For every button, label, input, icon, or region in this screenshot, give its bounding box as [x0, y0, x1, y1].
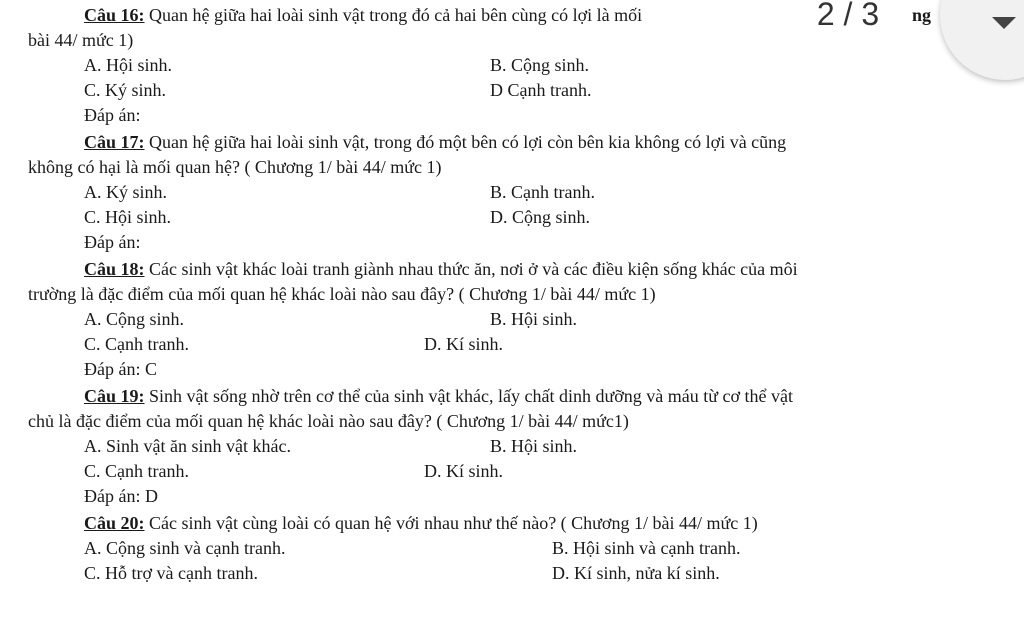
question-20-option-b: B. Hội sinh và cạnh tranh. [552, 538, 741, 558]
question-19-line-1 [84, 385, 793, 407]
question-16-option-c: C. Ký sinh. [84, 80, 167, 100]
question-19-line-2: chủ là đặc điểm của mối quan hệ khác loài nào sau đây? ( Chương 1/ bài 44/ mức1) [28, 411, 629, 431]
question-16-option-a: A. Hội sinh. [84, 55, 173, 75]
question-17-answer: Đáp án: [84, 232, 141, 252]
question-16-option-d: D Cạnh tranh. [490, 80, 592, 100]
question-18-option-c: C. Cạnh tranh. [84, 334, 189, 354]
question-19-text: Sinh vật sống nhờ trên cơ thể của sinh vật khác, lấy chất dinh dưỡng và máu từ cơ thể vật [149, 386, 793, 406]
question-16-line-2: bài 44/ mức 1) [28, 30, 134, 50]
question-20-option-a: A. Cộng sinh và cạnh tranh. [84, 538, 286, 558]
question-18-option-b: B. Hội sinh. [490, 309, 578, 329]
question-16-answer: Đáp án: [84, 105, 141, 125]
question-16-option-b: B. Cộng sinh. [490, 55, 590, 75]
question-18-option-d: D. Kí sinh. [424, 334, 504, 354]
page-indicator: 2 / 3 [788, 0, 908, 36]
question-20-label: Câu 20: [84, 513, 145, 533]
question-19-option-b: B. Hội sinh. [490, 436, 578, 456]
chevron-down-icon[interactable] [992, 17, 1016, 29]
question-16-label: Câu 16: [84, 5, 145, 25]
question-18-line-1 [84, 258, 798, 280]
question-19-option-a: A. Sinh vật ăn sinh vật khác. [84, 436, 291, 456]
question-17-text: Quan hệ giữa hai loài sinh vật, trong đó một bên có lợi còn bên kia không có lợi và cũng [149, 132, 787, 152]
question-18-text: Các sinh vật khác loài tranh giành nhau thức ăn, nơi ở và các điều kiện sống khác của môi [149, 259, 798, 279]
question-17-option-d: D. Cộng sinh. [490, 207, 591, 227]
question-18-label: Câu 18: [84, 259, 145, 279]
question-19-answer: Đáp án: D [84, 486, 158, 506]
question-19-label: Câu 19: [84, 386, 145, 406]
question-17-line-1 [84, 131, 786, 153]
question-19-option-d: D. Kí sinh. [424, 461, 504, 481]
question-17-label: Câu 17: [84, 132, 145, 152]
question-18-line-2: trường là đặc điểm của mối quan hệ khác loài nào sau đây? ( Chương 1/ bài 44/ mức 1) [28, 284, 656, 304]
question-17-option-c: C. Hội sinh. [84, 207, 172, 227]
question-17-option-a: A. Ký sinh. [84, 182, 168, 202]
question-19-option-c: C. Cạnh tranh. [84, 461, 189, 481]
question-16-line-1 [84, 4, 642, 26]
question-20-option-d: D. Kí sinh, nửa kí sinh. [552, 563, 720, 583]
question-16-text: Quan hệ giữa hai loài sinh vật trong đó cả hai bên cùng có lợi là mối [149, 5, 643, 25]
overflow-text-fragment: ng [912, 5, 932, 25]
question-18-option-a: A. Cộng sinh. [84, 309, 185, 329]
question-20-option-c: C. Hỗ trợ và cạnh tranh. [84, 563, 258, 583]
question-17-line-2: không có hại là mối quan hệ? ( Chương 1/ bài 44/ mức 1) [28, 157, 442, 177]
question-20-text: Các sinh vật cùng loài có quan hệ với nhau như thế nào? ( Chương 1/ bài 44/ mức 1) [149, 513, 758, 533]
question-18-answer: Đáp án: C [84, 359, 157, 379]
question-20-line-1 [84, 512, 758, 534]
question-17-option-b: B. Cạnh tranh. [490, 182, 595, 202]
